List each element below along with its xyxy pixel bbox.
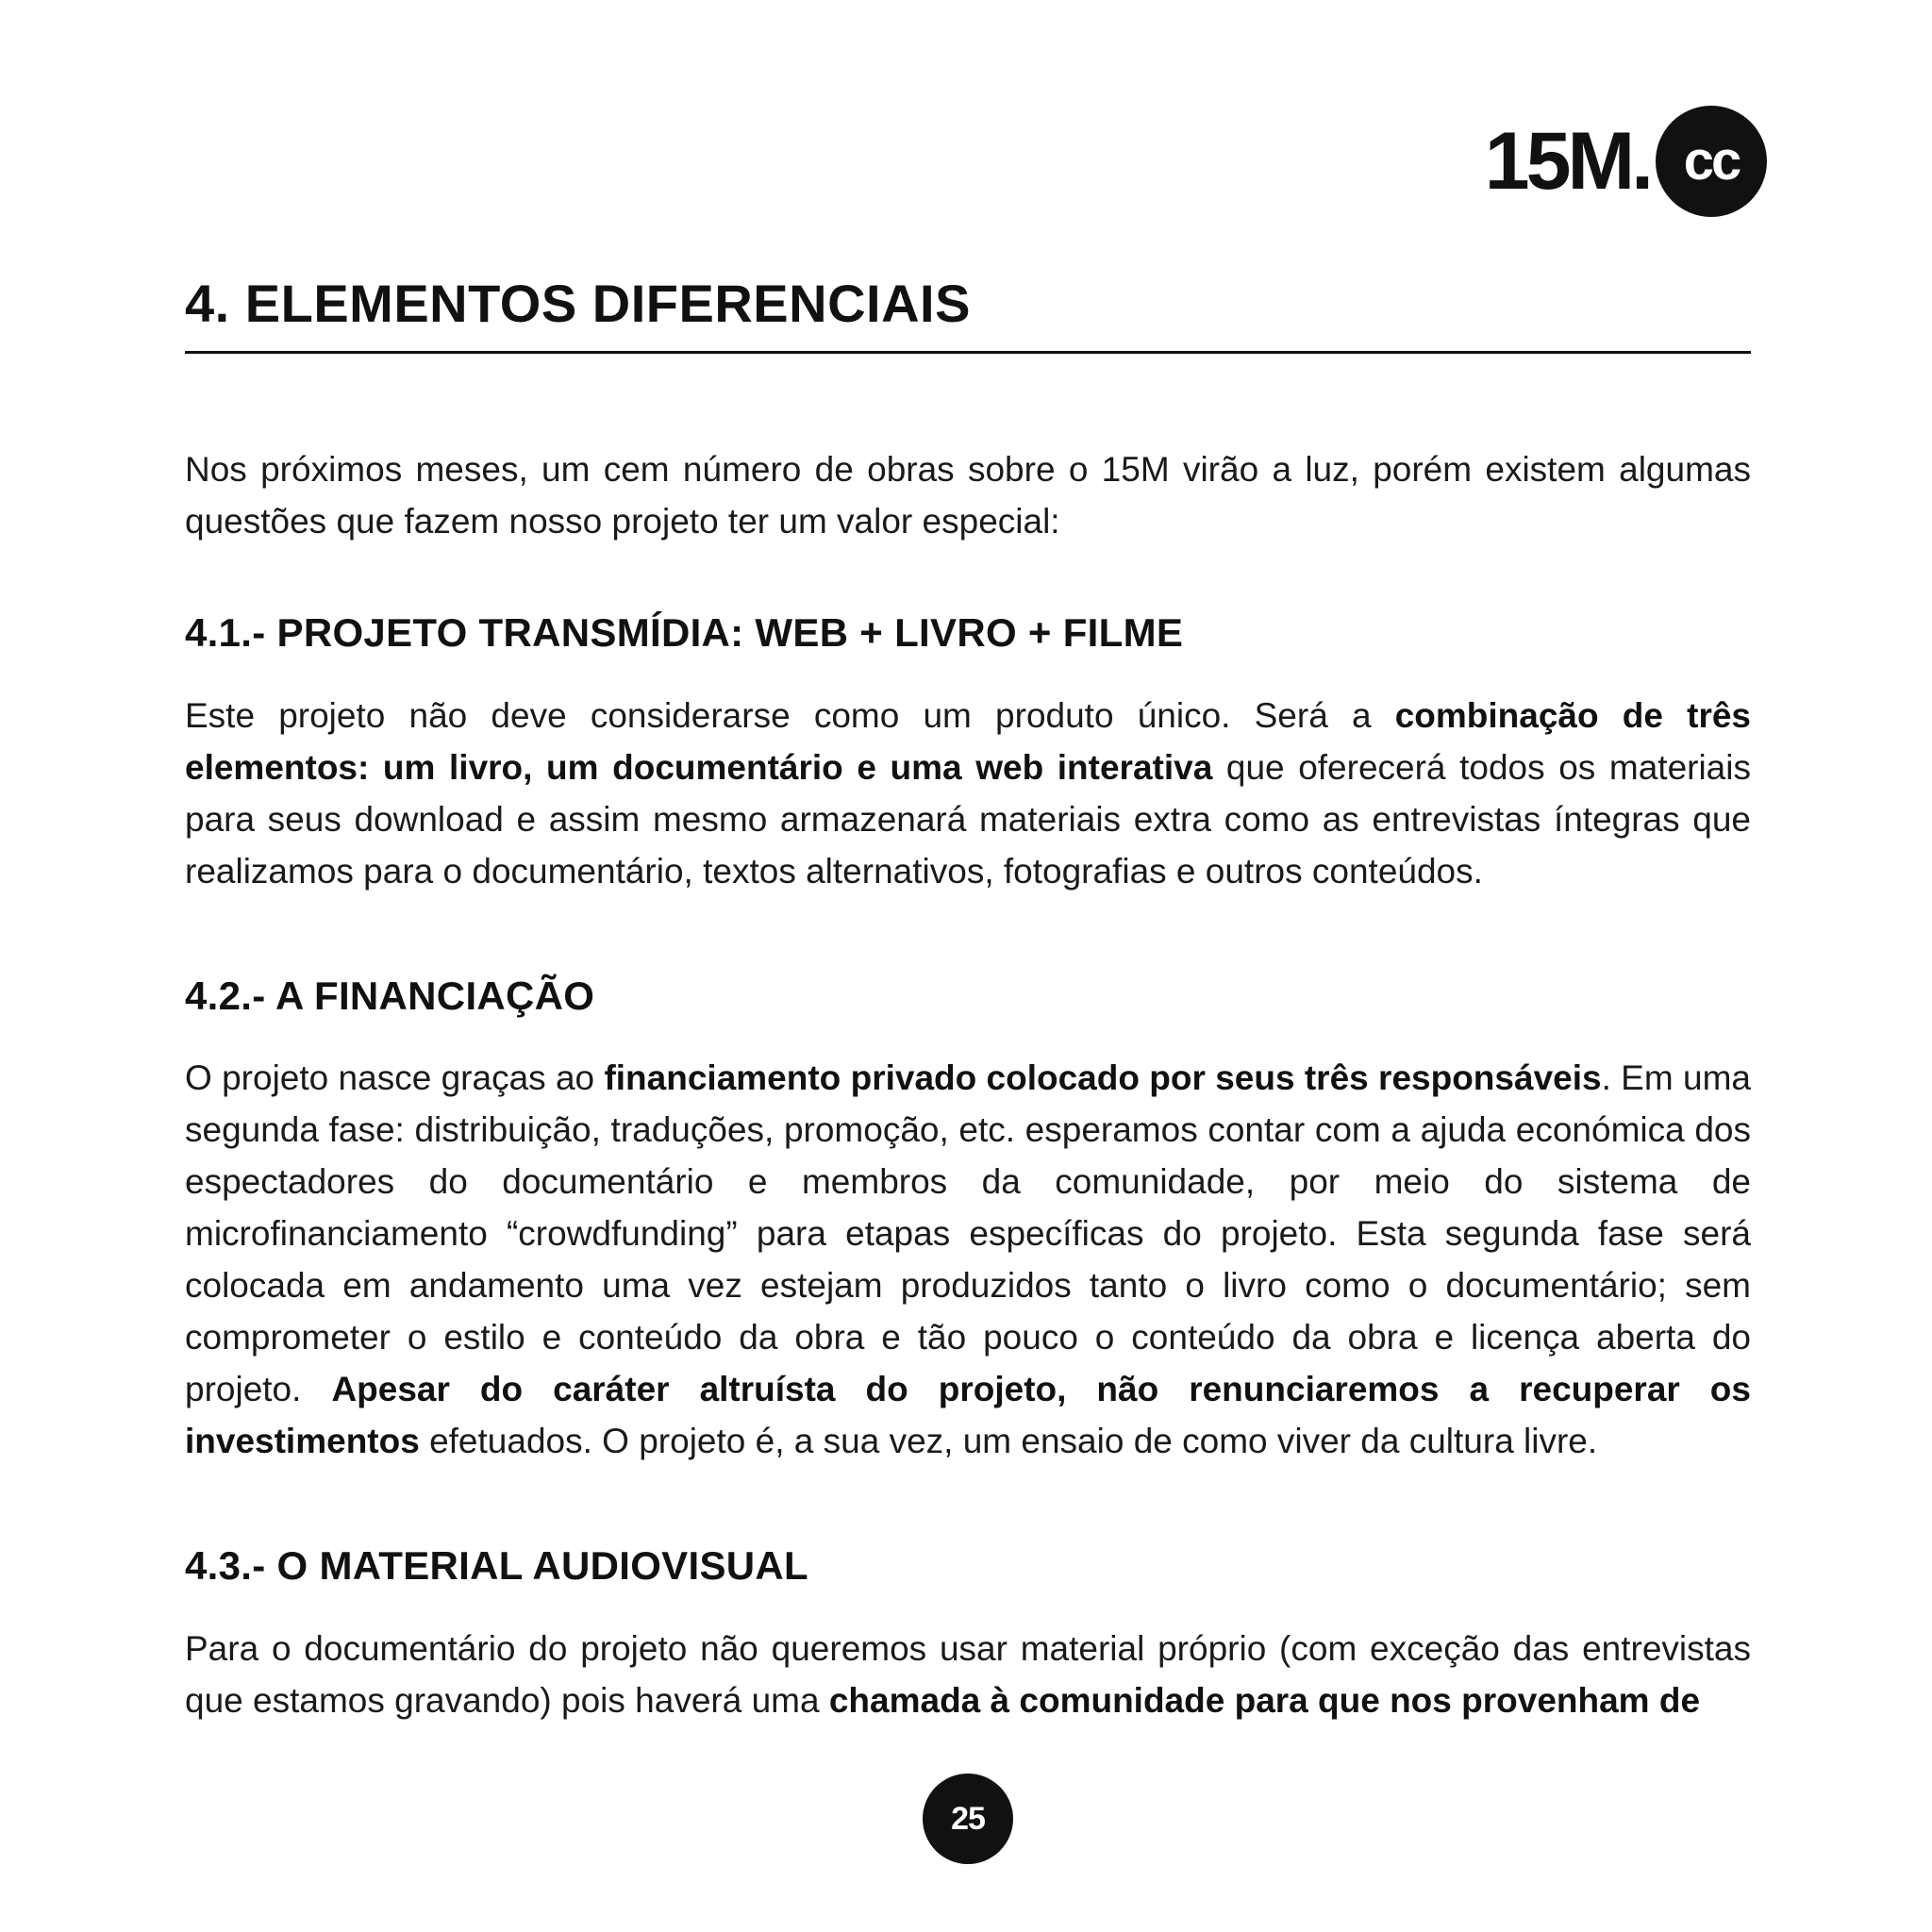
logo [1485, 106, 1767, 217]
text-run: Este projeto não deve considerarse como um produto único. Será a [185, 695, 1395, 735]
section-heading-4-1: 4.1.- PROJETO TRANSMÍDIA: WEB + LIVRO + FILME [185, 610, 1184, 656]
text-run: . Em uma segunda fase: distribuição, traduções, promoção, etc. esperamos contar com a ajuda económica dos espectadores do documentário e membros da comunidade, por meio do sistema de microfinanciamento “crowdfunding” para etapas específicas do projeto. Esta segunda fase será colocada em andamento uma vez estejam produzidos tanto o livro como o documentário; sem comprometer o estilo e conteúdo da obra e tão pouco o conteúdo da obra e licença aberta do projeto. [185, 1058, 1751, 1409]
intro-paragraph: Nos próximos meses, um cem número de obras sobre o 15M virão a luz, porém existem algumas questões que fazem nosso projeto ter um valor especial: [185, 450, 1751, 541]
text-run: Para o documentário do projeto não queremos usar material próprio (com exceção das entrevistas que estamos gravando) pois haverá uma [185, 1628, 1751, 1720]
text-run: O projeto nasce graças ao [185, 1058, 605, 1098]
section-body-4-3 [185, 1623, 1751, 1726]
section-heading-4-2: 4.2.- A FINANCIAÇÃO [185, 973, 595, 1018]
logo-badge: cc [1656, 106, 1767, 217]
section-body-4-2 [185, 1052, 1751, 1467]
text-run: que oferecerá todos os materiais para seus download e assim mesmo armazenará materiais extra como as entrevistas íntegras que realizamos para o documentário, textos alternativos, fotografias e outros conteúdos. [185, 747, 1751, 891]
text-run: efetuados. O projeto é, a sua vez, um ensaio de como viver da cultura livre. [419, 1422, 1598, 1461]
logo-text: 15M. [1484, 116, 1650, 207]
page-number: 25 [923, 1774, 1013, 1864]
section-heading-4-3: 4.3.- O MATERIAL AUDIOVISUAL [185, 1543, 808, 1589]
content-column [185, 274, 1751, 1726]
section-body-4-1 [185, 690, 1751, 897]
page-title: 4. ELEMENTOS DIFERENCIAIS [185, 274, 1751, 354]
bold-text-run: Apesar do caráter altruísta do projeto, não renunciaremos a recuperar os investimentos [185, 1370, 1751, 1461]
bold-text-run: financiamento privado colocado por seus três responsáveis [604, 1058, 1602, 1098]
bold-text-run: chamada à comunidade para que nos provenham de [828, 1680, 1701, 1720]
bold-text-run: combinação de três elementos: um livro, um documentário e uma web interativa [185, 695, 1751, 787]
